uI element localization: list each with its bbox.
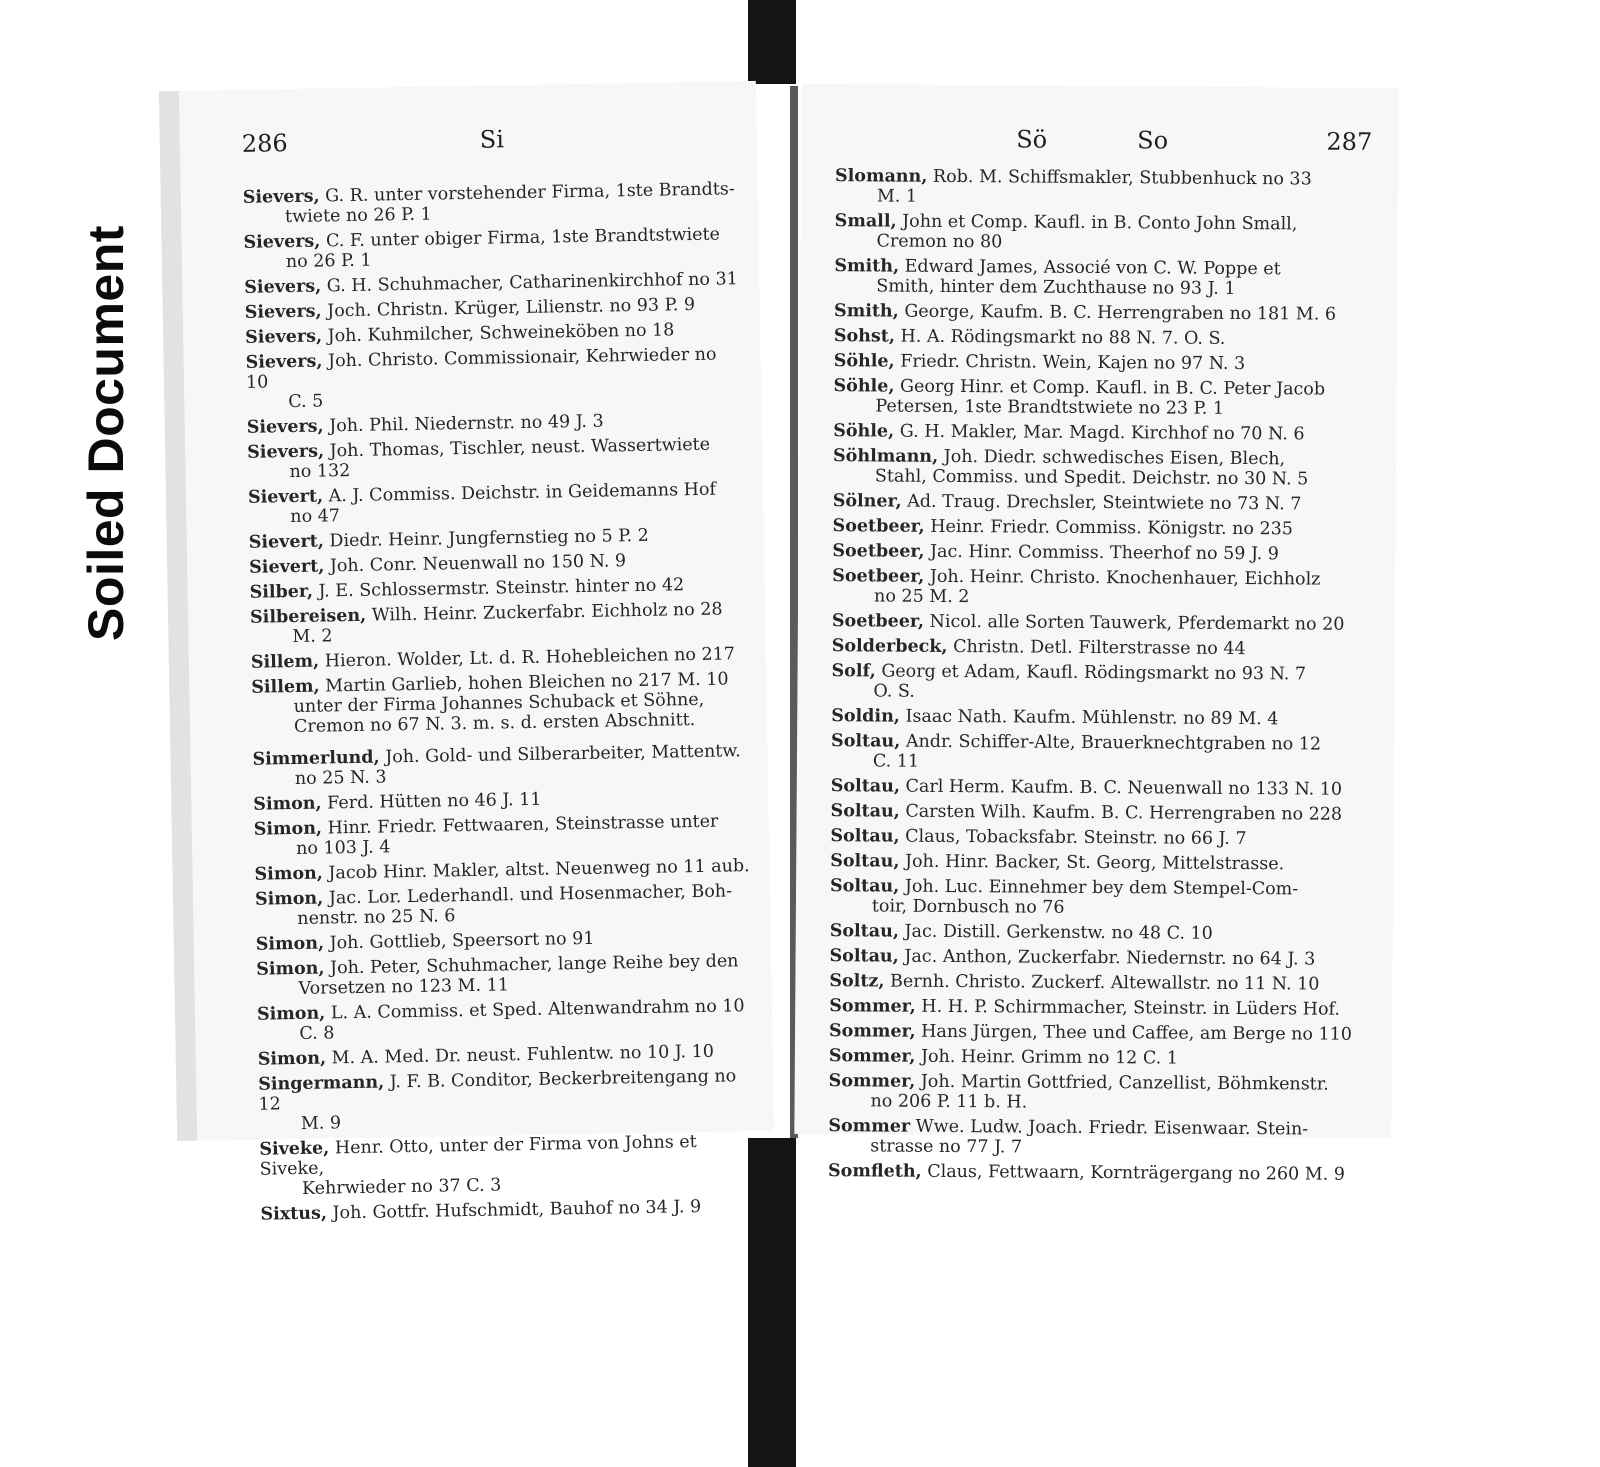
entry-details: Claus, Tobacksfabr. Steinstr. no 66 J. 7 xyxy=(905,826,1247,850)
entry-line-1 xyxy=(247,409,744,438)
entry-details: Carsten Wilh. Kaufm. B. C. Herrengraben no 228 xyxy=(905,801,1343,825)
entry-details: M. A. Med. Dr. neust. Fuhlentw. no 10 J. 10 xyxy=(331,1041,715,1069)
entry-line-1 xyxy=(251,644,748,673)
entry-line-1 xyxy=(245,294,742,323)
entry-details: Joh. Martin Gottfried, Canzellist, Böhmkenstr. xyxy=(920,1071,1329,1095)
right-running-head xyxy=(801,124,1398,162)
directory-entry xyxy=(832,566,1371,610)
entry-surname: Sievers, xyxy=(246,416,324,438)
directory-entry xyxy=(252,741,750,790)
entry-line-1 xyxy=(829,1046,1368,1070)
directory-entry xyxy=(834,326,1373,350)
entry-details: G. H. Schuhmacher, Catharinenkirchhof no 31 xyxy=(326,269,738,297)
entry-line-2: Vorsetzen no 123 M. 11 xyxy=(298,975,510,999)
entry-line-1 xyxy=(834,326,1373,350)
entry-line-2: twiete no 26 P. 1 xyxy=(284,204,432,228)
directory-entry xyxy=(256,926,753,955)
entry-surname: Soltau, xyxy=(830,801,900,822)
directory-entry xyxy=(251,644,748,673)
directory-entry xyxy=(831,776,1370,800)
entry-line-2: no 25 M. 2 xyxy=(874,586,970,608)
entry-details: Ad. Traug. Drechsler, Steintwiete no 73 N. 7 xyxy=(907,491,1302,515)
entry-details: Edward James, Associé von C. W. Poppe et xyxy=(904,256,1281,280)
right-header-left: Sö xyxy=(1016,125,1048,154)
directory-entry xyxy=(832,541,1371,565)
entry-surname: Sommer, xyxy=(829,996,916,1017)
entry-surname: Simon, xyxy=(257,1048,327,1070)
entry-surname: Simon, xyxy=(253,818,323,840)
directory-entry xyxy=(254,856,751,885)
entry-line-1 xyxy=(831,776,1370,800)
entry-line-2: Cremon no 80 xyxy=(876,231,1003,253)
entry-surname: Soltau, xyxy=(830,776,901,797)
entry-surname: Sölner, xyxy=(832,491,902,512)
directory-entry xyxy=(828,1116,1367,1160)
entry-line-2: O. S. xyxy=(873,681,915,702)
entry-surname: Soltz, xyxy=(829,971,885,992)
entry-line-1 xyxy=(830,946,1369,970)
entry-surname: Soetbeer, xyxy=(832,566,925,587)
directory-entry xyxy=(830,946,1369,970)
entry-surname: Soltau, xyxy=(830,826,900,847)
entry-details: Wwe. Ludw. Joach. Friedr. Eisenwaar. Stein- xyxy=(915,1116,1309,1140)
entry-details: Joh. Hinr. Backer, St. Georg, Mittelstrasse. xyxy=(904,851,1285,875)
entry-surname: Sievers, xyxy=(244,276,322,298)
entry-line-1 xyxy=(828,1161,1367,1185)
entry-surname: Sievers, xyxy=(242,186,320,208)
entry-line-2: unter der Firma Johannes Schuback et Söhne, Cremon no 67 N. 3. m. s. d. ersten Abschnitt. xyxy=(293,689,705,738)
entry-line-2: M. 1 xyxy=(876,186,918,207)
entry-line-1 xyxy=(832,541,1371,565)
entry-surname: Sillem, xyxy=(250,651,320,673)
directory-entry xyxy=(830,876,1369,920)
soiled-document-stamp xyxy=(80,168,132,698)
directory-entry xyxy=(833,446,1372,490)
entry-details: Joh. Heinr. Christo. Knochenhauer, Eichholz xyxy=(929,566,1321,590)
entry-surname: Soetbeer, xyxy=(832,516,925,537)
entry-details: G. H. Makler, Mar. Magd. Kirchhof no 70 N. 6 xyxy=(899,421,1305,445)
entry-line-1 xyxy=(834,351,1373,375)
entry-details: Joh. Christo. Commissionair, Kehrwieder no 10 xyxy=(245,344,717,393)
directory-entry xyxy=(248,479,746,528)
directory-entry xyxy=(245,319,742,348)
entry-line-1 xyxy=(830,851,1369,875)
entry-details: Georg et Adam, Kaufl. Rödingsmarkt no 93 N. 7 xyxy=(881,661,1307,685)
directory-entry xyxy=(830,921,1369,945)
entry-line-1 xyxy=(831,706,1370,730)
entry-line-1 xyxy=(245,319,742,348)
entry-surname: Söhle, xyxy=(833,376,895,397)
entry-surname: Simon, xyxy=(256,1003,326,1025)
directory-entry xyxy=(831,801,1370,825)
entry-line-1 xyxy=(831,801,1370,825)
entry-line-1 xyxy=(258,1041,755,1070)
entry-line-2: Smith, hinter dem Zuchthause no 93 J. 1 xyxy=(876,276,1236,299)
right-page xyxy=(794,84,1398,1185)
entry-details: Jac. Anthon, Zuckerfabr. Niedernstr. no 64 J. 3 xyxy=(904,946,1316,970)
entry-details: Jacob Hinr. Makler, altst. Neuenweg no 11 aub. xyxy=(328,856,750,884)
entry-details: H. A. Rödingsmarkt no 88 N. 7. O. S. xyxy=(900,326,1226,349)
directory-entry xyxy=(831,661,1370,705)
entry-details: L. A. Commiss. et Sped. Altenwandrahm no 10 xyxy=(330,996,745,1024)
entry-surname: Soltau, xyxy=(829,946,899,967)
entry-surname: Sievers, xyxy=(247,441,325,463)
entry-surname: Soltau, xyxy=(830,851,900,872)
directory-entry xyxy=(244,269,741,298)
entry-surname: Sommer, xyxy=(828,1021,916,1042)
entry-details: Joh. Conr. Neuenwall no 150 N. 9 xyxy=(329,551,627,577)
directory-entry xyxy=(245,344,743,413)
directory-entry xyxy=(831,706,1370,730)
left-page-number: 286 xyxy=(241,129,288,158)
directory-entry xyxy=(830,826,1369,850)
entry-line-1 xyxy=(832,636,1371,660)
directory-entry xyxy=(829,996,1368,1020)
right-header-right: So xyxy=(1137,126,1169,155)
directory-entry xyxy=(260,1196,757,1225)
directory-entry xyxy=(255,881,753,930)
entry-surname: Soltau, xyxy=(830,876,900,897)
entry-details: Ferd. Hütten no 46 J. 11 xyxy=(327,789,542,814)
entry-surname: Small, xyxy=(834,211,897,232)
entry-surname: Soldin, xyxy=(831,706,900,727)
directory-entry xyxy=(243,179,741,228)
entry-details: Nicol. alle Sorten Tauwerk, Pferdemarkt no 20 xyxy=(929,611,1345,635)
directory-entry xyxy=(247,409,744,438)
entry-line-2: toir, Dornbusch no 76 xyxy=(871,896,1065,918)
entry-details: Jac. Distill. Gerkenstw. no 48 C. 10 xyxy=(904,921,1213,944)
entry-surname: Solf, xyxy=(831,661,876,682)
entry-details: Joh. Luc. Einnehmer bey dem Stempel-Com- xyxy=(904,876,1299,900)
entry-surname: Sommer xyxy=(828,1116,911,1137)
entry-surname: Sohst, xyxy=(833,326,896,347)
directory-entry xyxy=(835,166,1374,210)
entry-details: Carl Herm. Kaufm. B. C. Neuenwall no 133 N. 10 xyxy=(905,776,1343,800)
entry-details: George, Kaufm. B. C. Herrengraben no 181 M. 6 xyxy=(904,301,1337,325)
entry-details: Hinr. Friedr. Fettwaaren, Steinstrasse unter xyxy=(327,811,719,839)
right-header-letters xyxy=(1016,125,1168,154)
entry-line-2: no 132 xyxy=(289,461,351,483)
entry-line-1 xyxy=(832,611,1371,635)
entry-line-2: Petersen, 1ste Brandtstwiete no 23 P. 1 xyxy=(875,396,1225,419)
directory-entry xyxy=(249,549,746,578)
directory-entry xyxy=(834,256,1373,300)
right-entry-list xyxy=(828,166,1374,1190)
entry-surname: Soetbeer, xyxy=(832,541,925,562)
directory-entry xyxy=(832,636,1371,660)
entry-details: Christn. Detl. Filterstrasse no 44 xyxy=(953,637,1246,660)
spine-top-bar xyxy=(748,0,796,84)
entry-surname: Sievert, xyxy=(248,531,325,553)
entry-surname: Sievert, xyxy=(249,556,325,578)
entry-details: A. J. Commiss. Deichstr. in Geidemanns Hof xyxy=(328,479,717,507)
entry-line-2: no 206 P. 11 b. H. xyxy=(870,1091,1028,1113)
directory-entry xyxy=(259,1131,757,1200)
entry-details: J. E. Schlossermstr. Steinstr. hinter no 42 xyxy=(318,575,685,602)
entry-surname: Singermann, xyxy=(258,1072,385,1095)
entry-line-2: C. 8 xyxy=(299,1023,335,1044)
entry-line-1 xyxy=(249,524,746,553)
entry-details: Joh. Kuhmilcher, Schweineköben no 18 xyxy=(327,320,675,347)
directory-entry xyxy=(833,491,1372,515)
entry-line-2: no 47 xyxy=(290,506,341,528)
directory-entry xyxy=(830,851,1369,875)
entry-details: Bernh. Christo. Zuckerf. Altewallstr. no 11 N. 10 xyxy=(889,971,1320,995)
directory-entry xyxy=(250,599,748,648)
entry-surname: Soltau, xyxy=(831,731,901,752)
entry-surname: Simmerlund, xyxy=(252,747,380,770)
entry-line-1 xyxy=(244,269,741,298)
entry-surname: Siveke, xyxy=(259,1138,330,1160)
right-page-number: 287 xyxy=(1326,127,1373,156)
entry-line-1 xyxy=(834,301,1373,325)
entry-line-1 xyxy=(249,549,746,578)
entry-line-2: nenstr. no 25 N. 6 xyxy=(297,906,456,929)
entry-surname: Simon, xyxy=(253,793,322,815)
entry-surname: Sommer, xyxy=(828,1046,916,1067)
entry-line-1 xyxy=(833,491,1372,515)
entry-details: Joh. Gottlieb, Speersort no 91 xyxy=(329,928,595,954)
entry-line-1 xyxy=(249,574,746,603)
entry-surname: Sievert, xyxy=(247,486,324,508)
left-page xyxy=(159,81,774,1225)
entry-details: Joh. Diedr. schwedisches Eisen, Blech, xyxy=(943,446,1286,470)
entry-details: H. H. P. Schirmmacher, Steinstr. in Lüders Hof. xyxy=(921,996,1341,1020)
directory-entry xyxy=(254,811,752,860)
entry-line-1 xyxy=(830,826,1369,850)
entry-surname: Smith, xyxy=(834,301,899,322)
entry-details: Joh. Thomas, Tischler, neust. Wassertwiete xyxy=(329,434,711,462)
entry-details: Joh. Peter, Schuhmacher, lange Reihe bey den xyxy=(329,951,739,979)
entry-line-1 xyxy=(829,996,1368,1020)
directory-entry xyxy=(257,996,755,1045)
stamp-text: Soiled Document xyxy=(78,225,134,641)
entry-details: John et Comp. Kaufl. in B. Conto John Small, xyxy=(902,211,1298,235)
directory-entry xyxy=(829,1046,1368,1070)
entry-details: G. R. unter vorstehender Firma, 1ste Brandts- xyxy=(325,179,735,207)
directory-entry xyxy=(829,1071,1368,1115)
directory-entry xyxy=(256,951,754,1000)
directory-entry xyxy=(832,611,1371,635)
entry-line-2: C. 11 xyxy=(872,751,920,772)
entry-surname: Silber, xyxy=(249,581,314,603)
entry-details: Hieron. Wolder, Lt. d. R. Hohebleichen no 217 xyxy=(324,644,736,672)
entry-surname: Smith, xyxy=(834,256,900,277)
entry-surname: Sillem, xyxy=(251,676,320,698)
directory-entry xyxy=(249,574,746,603)
directory-entry xyxy=(253,786,750,815)
directory-entry xyxy=(829,1021,1368,1045)
entry-surname: Solderbeck, xyxy=(831,636,948,657)
entry-details: C. F. unter obiger Firma, 1ste Brandtstwiete xyxy=(325,224,721,252)
entry-surname: Simon, xyxy=(255,933,325,955)
entry-details: Joch. Christn. Krüger, Lilienstr. no 93 P. 9 xyxy=(327,294,696,322)
entry-surname: Sommer, xyxy=(828,1071,916,1092)
entry-surname: Söhle, xyxy=(833,421,895,442)
directory-entry xyxy=(834,351,1373,375)
entry-surname: Sievers, xyxy=(245,326,323,348)
entry-details: Joh. Heinr. Grimm no 12 C. 1 xyxy=(920,1046,1178,1069)
entry-line-2: Stahl, Commiss. und Spedit. Deichstr. no 30 N. 5 xyxy=(874,466,1309,490)
entry-details: Jac. Lor. Lederhandl. und Hosenmacher, Boh- xyxy=(328,881,733,909)
directory-entry xyxy=(243,224,741,273)
left-entry-list xyxy=(243,179,758,1230)
directory-entry xyxy=(835,211,1374,255)
entry-details: Martin Garlieb, hohen Bleichen no 217 M. 10 xyxy=(325,669,729,697)
directory-entry xyxy=(258,1041,755,1070)
entry-line-2: no 25 N. 3 xyxy=(294,767,387,790)
entry-surname: Söhle, xyxy=(833,351,895,372)
entry-details: Diedr. Heinr. Jungfernstieg no 5 P. 2 xyxy=(329,525,649,552)
entry-line-2: strasse no 77 J. 7 xyxy=(870,1136,1023,1158)
entry-surname: Simon, xyxy=(256,958,325,980)
entry-line-1 xyxy=(260,1196,757,1225)
entry-surname: Soltau, xyxy=(829,921,900,942)
entry-details: Jac. Hinr. Commiss. Theerhof no 59 J. 9 xyxy=(929,541,1279,565)
entry-details: Andr. Schiffer-Alte, Brauerknechtgraben no 12 xyxy=(905,731,1322,755)
directory-entry xyxy=(833,376,1372,420)
entry-details: Joh. Phil. Niedernstr. no 49 J. 3 xyxy=(329,411,604,437)
entry-line-1 xyxy=(830,921,1369,945)
entry-details: Georg Hinr. et Comp. Kaufl. in B. C. Peter Jacob xyxy=(899,376,1326,400)
entry-surname: Somfleth, xyxy=(828,1161,922,1182)
entry-line-2: M. 2 xyxy=(292,626,333,648)
entry-line-1 xyxy=(829,971,1368,995)
entry-details: Hans Jürgen, Thee und Caffee, am Berge no 110 xyxy=(921,1021,1353,1045)
entry-line-1 xyxy=(829,1021,1368,1045)
directory-entry xyxy=(245,294,742,323)
entry-surname: Slomann, xyxy=(834,166,928,187)
left-header-letters: Si xyxy=(479,125,505,154)
directory-entry xyxy=(249,524,746,553)
entry-line-1 xyxy=(256,926,753,955)
directory-entry xyxy=(834,301,1373,325)
entry-line-1 xyxy=(833,516,1372,540)
entry-details: Joh. Gold- und Silberarbeiter, Mattentw. xyxy=(385,741,741,768)
entry-details: Friedr. Christn. Wein, Kajen no 97 N. 3 xyxy=(900,351,1246,375)
entry-line-2: Kehrwieder no 37 C. 3 xyxy=(301,1175,502,1199)
entry-details: Isaac Nath. Kaufm. Mühlenstr. no 89 M. 4 xyxy=(905,706,1279,730)
entry-surname: Simon, xyxy=(254,863,324,885)
entry-surname: Soetbeer, xyxy=(831,611,925,632)
directory-entry xyxy=(247,434,745,483)
entry-line-2: no 103 J. 4 xyxy=(295,837,391,860)
entry-surname: Simon, xyxy=(254,888,324,910)
entry-surname: Söhlmann, xyxy=(833,446,939,467)
entry-line-1 xyxy=(253,786,750,815)
entry-line-1 xyxy=(833,421,1372,445)
entry-details: Joh. Gottfr. Hufschmidt, Bauhof no 34 J. 9 xyxy=(332,1196,702,1224)
directory-entry xyxy=(258,1066,756,1135)
directory-entry xyxy=(828,1161,1367,1185)
directory-entry xyxy=(831,731,1370,775)
entry-surname: Sixtus, xyxy=(260,1203,328,1225)
left-running-head xyxy=(180,121,758,165)
entry-line-2: C. 5 xyxy=(288,391,324,413)
entry-surname: Sievers, xyxy=(243,231,321,253)
entry-surname: Sievers, xyxy=(244,301,322,323)
entry-details: Claus, Fettwaarn, Kornträgergang no 260 M. 9 xyxy=(927,1161,1346,1185)
entry-details: Heinr. Friedr. Commiss. Königstr. no 235 xyxy=(930,516,1293,540)
entry-line-2: M. 9 xyxy=(300,1113,342,1134)
directory-entry xyxy=(829,971,1368,995)
entry-details: Henr. Otto, unter der Firma von Johns et Siveke, xyxy=(259,1132,697,1180)
entry-surname: Silbereisen, xyxy=(249,605,367,628)
entry-line-1 xyxy=(254,856,751,885)
entry-details: Rob. M. Schiffsmakler, Stubbenhuck no 33 xyxy=(932,166,1312,190)
entry-surname: Sievers, xyxy=(245,351,323,373)
entry-line-2: no 26 P. 1 xyxy=(285,250,372,273)
entry-details: J. F. B. Conditor, Beckerbreitengang no 12 xyxy=(258,1066,737,1115)
directory-entry xyxy=(251,669,749,738)
entry-details: Wilh. Heinr. Zuckerfabr. Eichholz no 28 xyxy=(371,599,723,626)
directory-entry xyxy=(833,421,1372,445)
directory-entry xyxy=(833,516,1372,540)
